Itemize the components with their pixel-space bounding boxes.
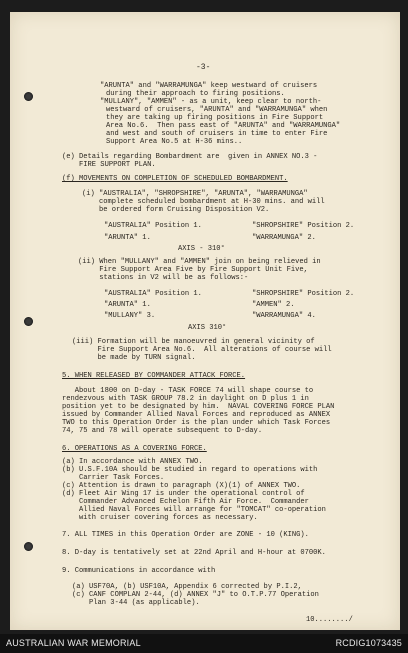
document-line: "ARUNTA" 1. xyxy=(104,234,151,242)
punch-hole xyxy=(24,317,33,326)
document-line: westward of cruisers, "ARUNTA" and "WARRAMUNGA" when xyxy=(106,106,328,114)
document-line: they are taking up firing positions in Fire Support xyxy=(106,114,324,122)
document-line: 6. OPERATIONS AS A COVERING FORCE. xyxy=(62,445,207,453)
document-line: (i) "AUSTRALIA", "SHROPSHIRE", "ARUNTA", "WARRAMUNGA" xyxy=(82,190,308,198)
document-line: and west and south of cruisers in time to enter Fire xyxy=(106,130,328,138)
document-line: Commander Advanced Echelon Fifth Air Force. Commander xyxy=(62,498,309,506)
document-line: stations in V2 will be as follows:- xyxy=(78,274,249,282)
document-line: "ARUNTA" and "WARRAMUNGA" keep westward of cruisers xyxy=(100,82,318,90)
document-line: 8. D-day is tentatively set at 22nd April and H-hour at 0700K. xyxy=(62,549,326,557)
document-line: Allied Naval Forces will arrange for "TOMCAT" co-operation xyxy=(62,506,326,514)
document-line: "ARUNTA" 1. xyxy=(104,301,151,309)
document-line: TWO to this Operation Order is the plan under which Task Forces xyxy=(62,419,331,427)
document-line: 9. Communications in accordance with xyxy=(62,567,216,575)
document-line: Area No.6. Then pass east of "ARUNTA" and "WARRAMUNGA" xyxy=(106,122,341,130)
punch-hole xyxy=(24,542,33,551)
document-line: with cruiser covering forces as necessary. xyxy=(62,514,258,522)
document-line: 7. ALL TIMES in this Operation Order are ZONE - 10 (KING). xyxy=(62,531,309,539)
document-line: "WARRAMUNGA" 4. xyxy=(252,312,316,320)
document-line: Carrier Task Forces. xyxy=(62,474,165,482)
document-line: (c) Attention is drawn to paragraph (X)(1) of ANNEX TWO. xyxy=(62,482,301,490)
document-line: Plan 3-44 (as applicable). xyxy=(72,599,200,607)
document-line: 5. WHEN RELEASED BY COMMANDER ATTACK FORCE. xyxy=(62,372,246,380)
archive-footer xyxy=(0,634,408,653)
footer-id: RCDIG1073435 xyxy=(335,638,402,648)
document-line: "AUSTRALIA" Position 1. xyxy=(104,290,202,298)
document-line: "SHROPSHIRE" Position 2. xyxy=(252,290,355,298)
document-line: (d) Fleet Air Wing 17 is under the operational control of xyxy=(62,490,305,498)
document-line: FIRE SUPPORT PLAN. xyxy=(62,161,156,169)
document-line: About 1800 on D-day - TASK FORCE 74 will shape course to xyxy=(62,387,314,395)
document-line: Support Area No.5 at H-36 mins.. xyxy=(106,138,243,146)
document-line: "WARRAMUNGA" 2. xyxy=(252,234,316,242)
document-line: during their approach to firing positions. xyxy=(106,90,285,98)
document-line: be ordered form Cruising Disposition V2. xyxy=(82,206,270,214)
document-line: (a) USF70A, (b) USF10A, Appendix 6 corrected by P.I.2, xyxy=(72,583,302,591)
document-line: complete scheduled bombardment at H-30 mins. and will xyxy=(82,198,325,206)
document-line: AXIS 310° xyxy=(188,324,227,332)
document-line: Fire Support Area Five by Fire Support Unit Five, xyxy=(78,266,308,274)
document-line: "MULLANY", "AMMEN" - as a unit, keep clear to north- xyxy=(100,98,322,106)
document-line: (a) In accordance with ANNEX TWO. xyxy=(62,458,203,466)
document-line: be made by TURN signal. xyxy=(72,354,196,362)
document-line: rendezvous with TASK GROUP 78.2 in daylight on D plus 1 in xyxy=(62,395,309,403)
document-line: (e) Details regarding Bombardment are given in ANNEX NO.3 - xyxy=(62,153,318,161)
punch-hole xyxy=(24,92,33,101)
document-line: position yet to be designated by him. NAVAL COVERING FORCE PLAN xyxy=(62,403,335,411)
document-line: (b) U.S.F.10A should be studied in regard to operations with xyxy=(62,466,318,474)
document-line: (ii) When "MULLANY" and "AMMEN" join on being relieved in xyxy=(78,258,321,266)
document-line: AXIS - 310° xyxy=(178,245,225,253)
document-line: (c) CANF COMPLAN 2-44, (d) ANNEX "J" to O.T.P.77 Operation xyxy=(72,591,319,599)
page-number: -3- xyxy=(196,63,211,72)
document-line: "AMMEN" 2. xyxy=(252,301,295,309)
document-line: "SHROPSHIRE" Position 2. xyxy=(252,222,355,230)
document-line: (f) MOVEMENTS ON COMPLETION OF SCHEDULED BOMBARDMENT. xyxy=(62,175,288,183)
document-line: "AUSTRALIA" Position 1. xyxy=(104,222,202,230)
document-line: issued by Commander Allied Naval Forces and reproduced as ANNEX xyxy=(62,411,331,419)
document-line: 10......../ xyxy=(306,616,353,624)
footer-source: AUSTRALIAN WAR MEMORIAL xyxy=(6,638,141,648)
document-line: 74, 75 and 78 will operate subsequent to D-day. xyxy=(62,427,263,435)
document-line: "MULLANY" 3. xyxy=(104,312,156,320)
document-line: (iii) Formation will be manoeuvred in general vicinity of xyxy=(72,338,315,346)
document-page xyxy=(10,12,400,630)
document-line: Fire Support Area No.6. All alterations of course will xyxy=(72,346,332,354)
